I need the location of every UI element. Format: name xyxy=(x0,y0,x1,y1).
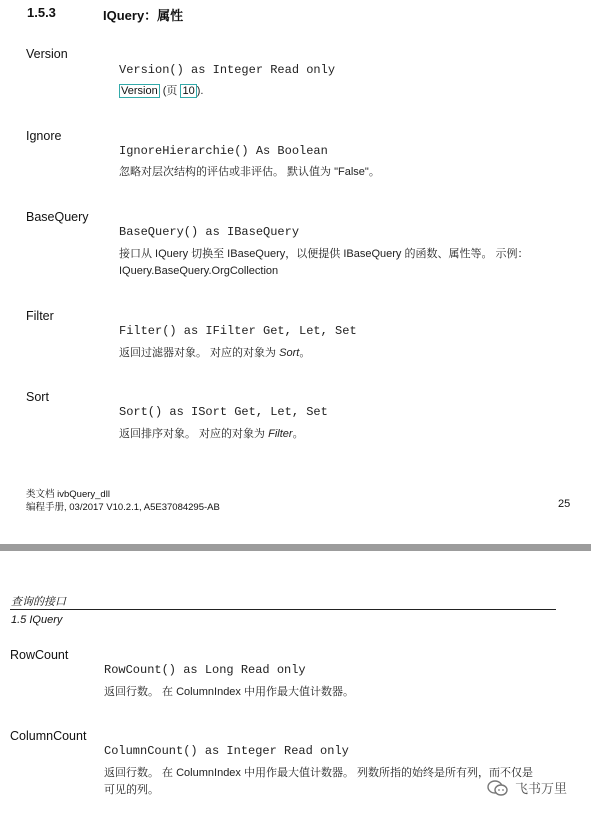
desc-text-end: 。 xyxy=(292,428,304,440)
property-term-columncount: ColumnCount xyxy=(10,729,87,743)
property-signature-version: Version() as Integer Read only xyxy=(119,63,336,77)
property-desc-ignore: 忽略对层次结构的评估或非评估。 默认值为 "False"。 xyxy=(119,166,380,178)
desc-object-name: Filter xyxy=(268,428,293,440)
running-header-chapter: 查询的接口 xyxy=(11,596,66,608)
property-desc-basequery-line2: IQuery.BaseQuery.OrgCollection xyxy=(119,265,279,277)
property-signature-rowcount: RowCount() as Long Read only xyxy=(104,663,306,677)
watermark-text: 飞书万里 xyxy=(515,781,568,796)
header-rule xyxy=(10,609,556,610)
chat-bubble-icon xyxy=(487,779,509,797)
desc-text: 返回排序对象。 对应的对象为 xyxy=(119,428,269,440)
version-link[interactable]: Version xyxy=(121,85,158,97)
property-signature-columncount: ColumnCount() as Integer Read only xyxy=(104,744,349,758)
page-10-link[interactable]: 10 xyxy=(182,85,195,97)
property-term-rowcount: RowCount xyxy=(10,648,69,662)
property-desc-rowcount: 返回行数。 在 ColumnIndex 中用作最大值计数器。 xyxy=(104,686,354,698)
property-term-sort: Sort xyxy=(26,390,49,404)
property-signature-ignore: IgnoreHierarchie() As Boolean xyxy=(119,144,328,158)
section-title: IQuery：属性 xyxy=(103,8,184,23)
page-number: 25 xyxy=(558,498,571,510)
property-desc-columncount-line2: 可见的列。 xyxy=(104,784,159,796)
property-desc-sort xyxy=(119,426,304,443)
desc-text-end: 。 xyxy=(299,347,311,359)
page-divider xyxy=(0,544,591,551)
property-desc-columncount-line1: 返回行数。 在 ColumnIndex 中用作最大值计数器。 列数所指的始终是所有列，而不仅是 xyxy=(104,767,534,779)
property-term-ignore: Ignore xyxy=(26,129,62,143)
running-header-section: 1.5 IQuery xyxy=(11,614,63,626)
property-term-filter: Filter xyxy=(26,309,54,323)
property-signature-basequery: BaseQuery() as IBaseQuery xyxy=(119,225,300,239)
section-number: 1.5.3 xyxy=(27,5,56,20)
property-term-basequery: BaseQuery xyxy=(26,210,89,224)
property-desc-basequery-line1: 接口从 IQuery 切换至 IBaseQuery，以便提供 IBaseQuery 的函数、属性等。 示例： xyxy=(119,248,529,260)
property-signature-filter: Filter() as IFilter Get, Let, Set xyxy=(119,324,357,338)
property-term-version: Version xyxy=(26,47,68,61)
footer-manual-info: 编程手册, 03/2017 V10.2.1, A5E37084295-AB xyxy=(26,502,220,513)
desc-text: 返回过滤器对象。 对应的对象为 xyxy=(119,347,280,359)
property-signature-sort: Sort() as ISort Get, Let, Set xyxy=(119,405,328,419)
desc-object-name: Sort xyxy=(279,347,300,359)
watermark xyxy=(487,778,567,797)
property-desc-version xyxy=(119,83,203,100)
property-desc-filter xyxy=(119,345,310,362)
footer-doc-class: 类文档 ivbQuery_dll xyxy=(26,489,110,500)
desc-end: ). xyxy=(196,85,204,97)
desc-mid: (页 xyxy=(159,85,181,97)
